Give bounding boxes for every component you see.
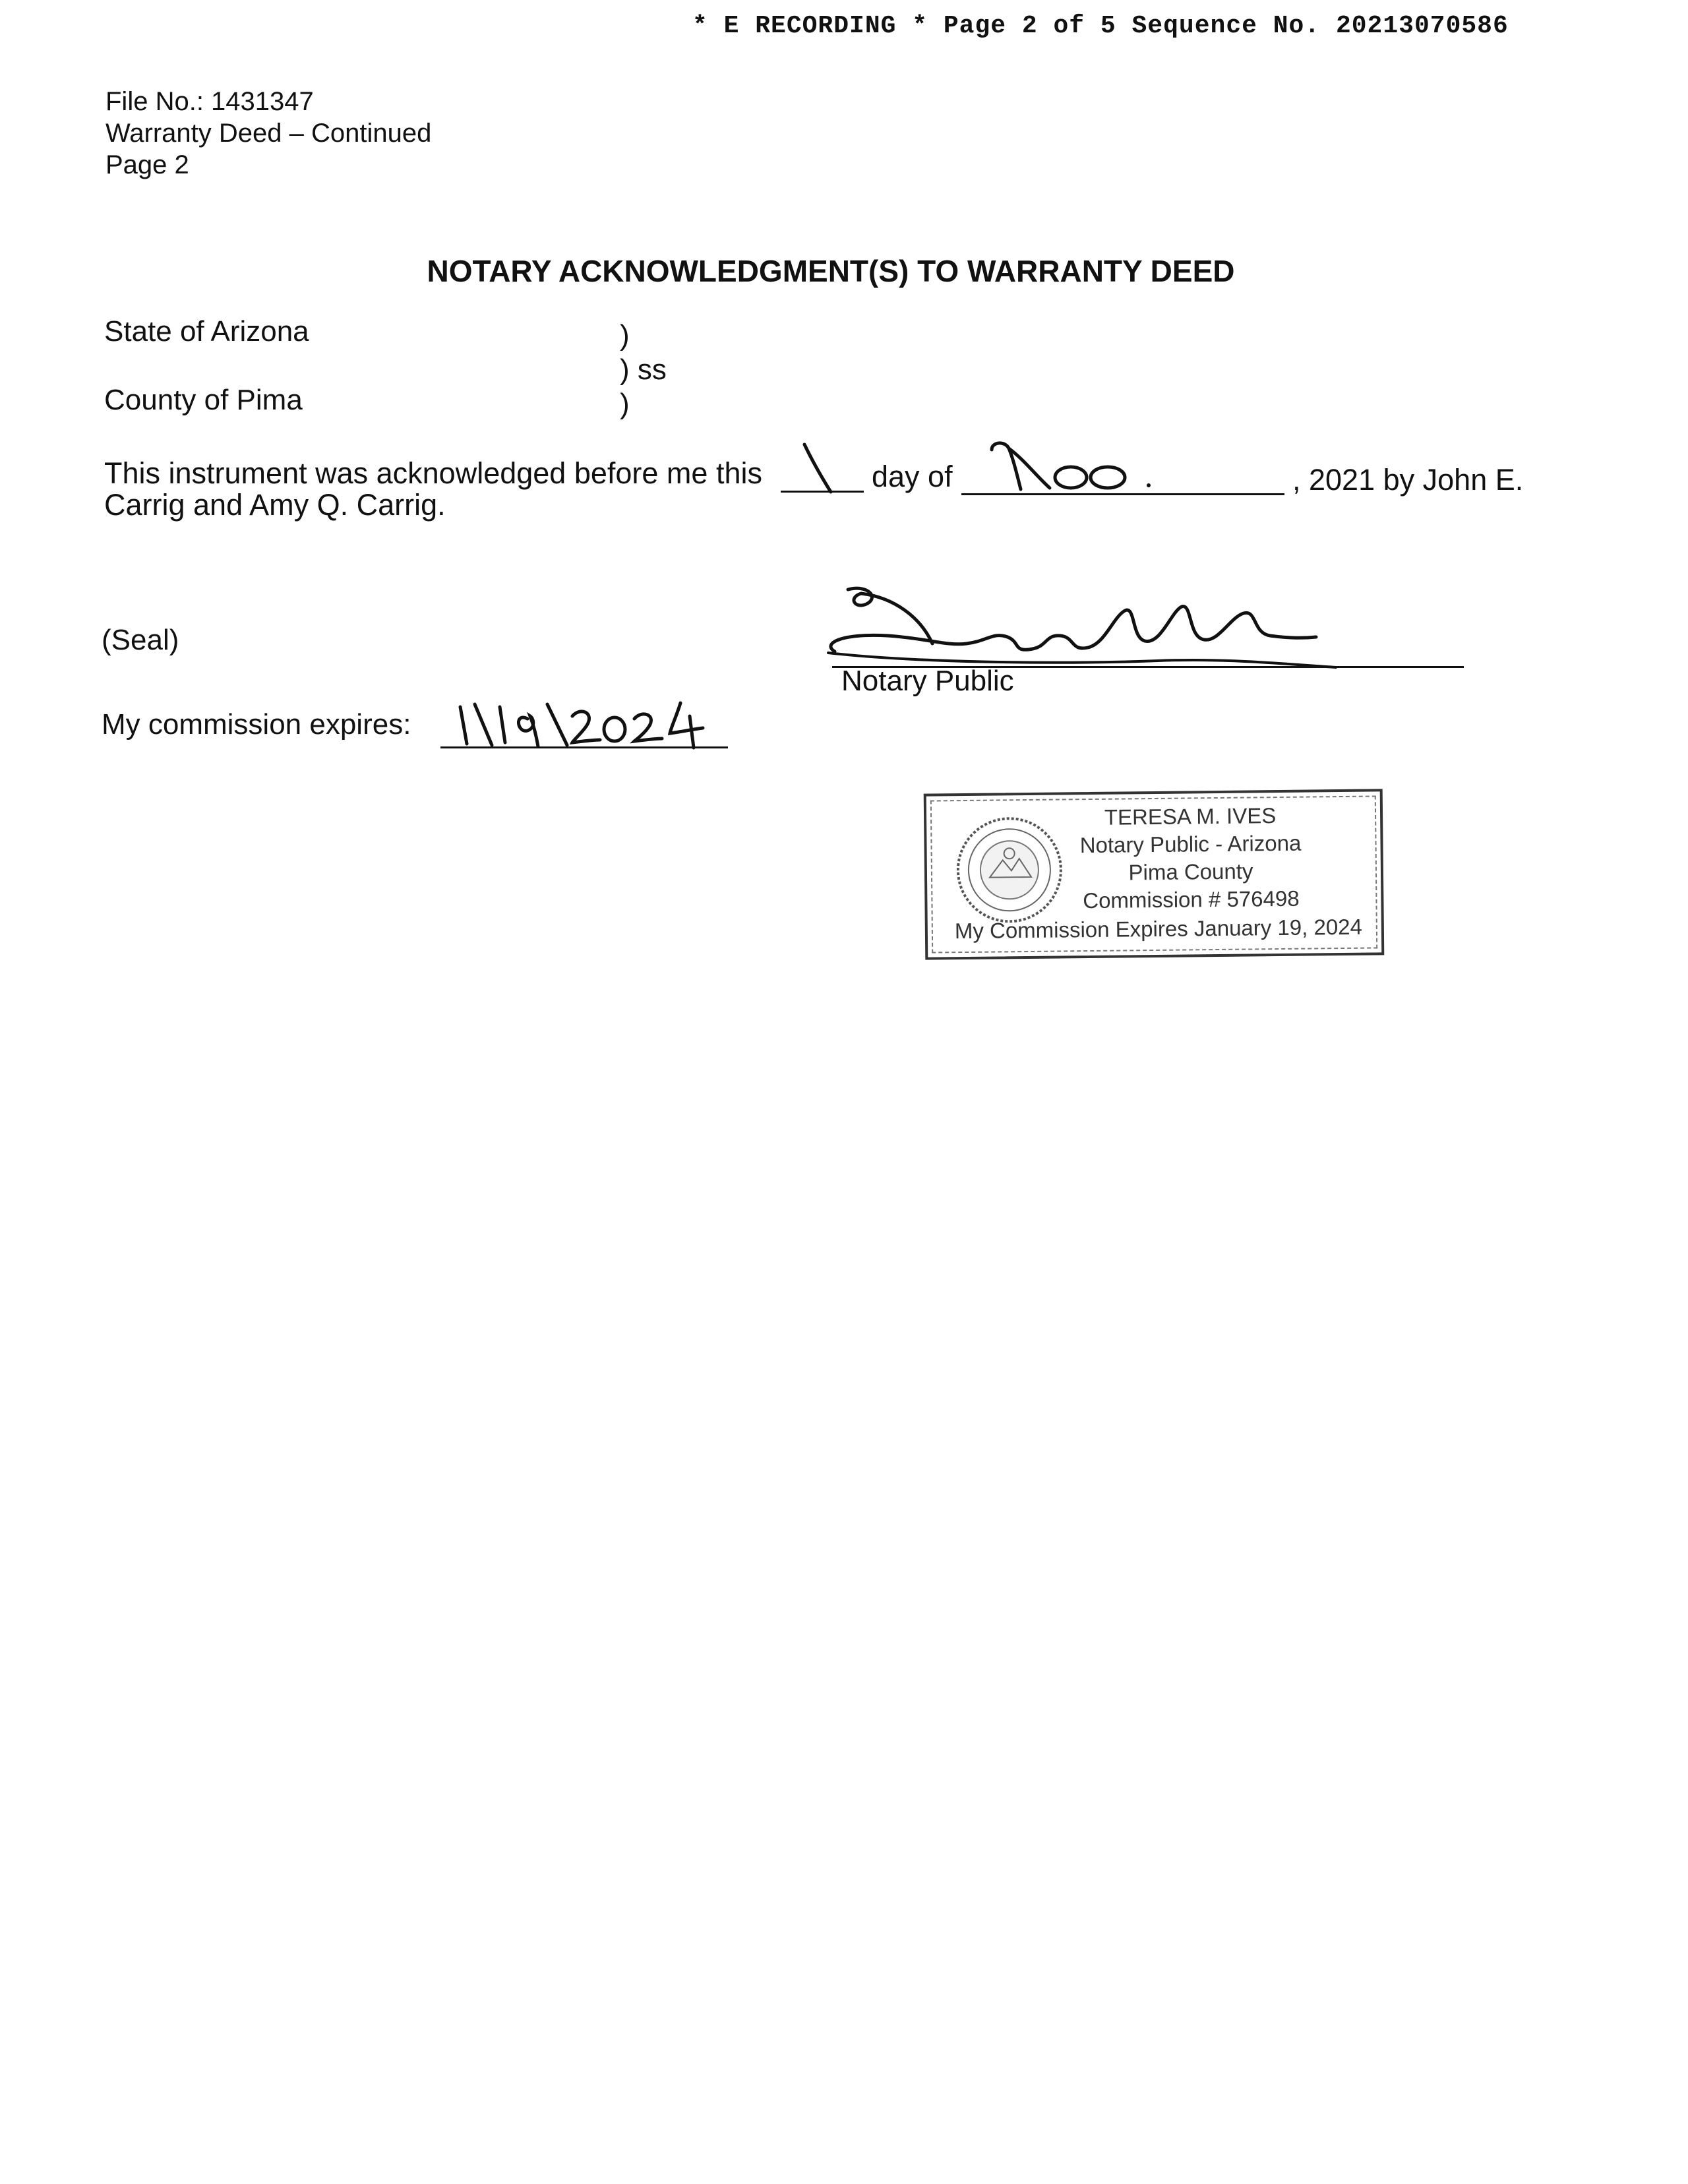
notary-stamp xyxy=(924,789,1385,959)
ack-lead-text: This instrument was acknowledged before me this xyxy=(104,456,762,490)
stamp-commission-number: Commission # 576498 xyxy=(1083,886,1300,913)
notary-public-label: Notary Public xyxy=(841,665,1014,697)
page-line: Page 2 xyxy=(106,150,189,179)
handwritten-month xyxy=(982,435,1167,499)
ack-names-text: Carrig and Amy Q. Carrig. xyxy=(104,488,446,522)
ack-year-by-text: , 2021 by John E. xyxy=(1292,463,1524,497)
stamp-notary-name: TERESA M. IVES xyxy=(1104,803,1277,830)
county-label: County of Pima xyxy=(104,384,303,416)
venue-paren-top: ) xyxy=(620,319,630,351)
stamp-county: Pima County xyxy=(1128,859,1253,885)
deed-continued-line: Warranty Deed – Continued xyxy=(106,119,432,148)
commission-expires-label: My commission expires: xyxy=(102,708,411,741)
file-info xyxy=(106,86,431,181)
handwritten-commission-date xyxy=(448,692,732,752)
venue-paren-ss: ) ss xyxy=(620,353,667,386)
file-number: File No.: 1431347 xyxy=(106,87,314,116)
stamp-notary-title: Notary Public - Arizona xyxy=(1079,830,1302,858)
state-label: State of Arizona xyxy=(104,315,309,348)
stamp-expiration: My Commission Expires January 19, 2024 xyxy=(954,914,1363,944)
handwritten-day xyxy=(791,435,864,496)
ack-day-of-text: day of xyxy=(872,460,953,493)
seal-label: (Seal) xyxy=(102,624,179,656)
document-title xyxy=(0,253,1688,289)
venue-paren-bottom: ) xyxy=(620,388,630,420)
recording-header: * E RECORDING * Page 2 of 5 Sequence No. 20213070586 xyxy=(692,12,1509,40)
document-title-text: NOTARY ACKNOWLEDGMENT(S) TO WARRANTY DEED xyxy=(427,254,1235,288)
